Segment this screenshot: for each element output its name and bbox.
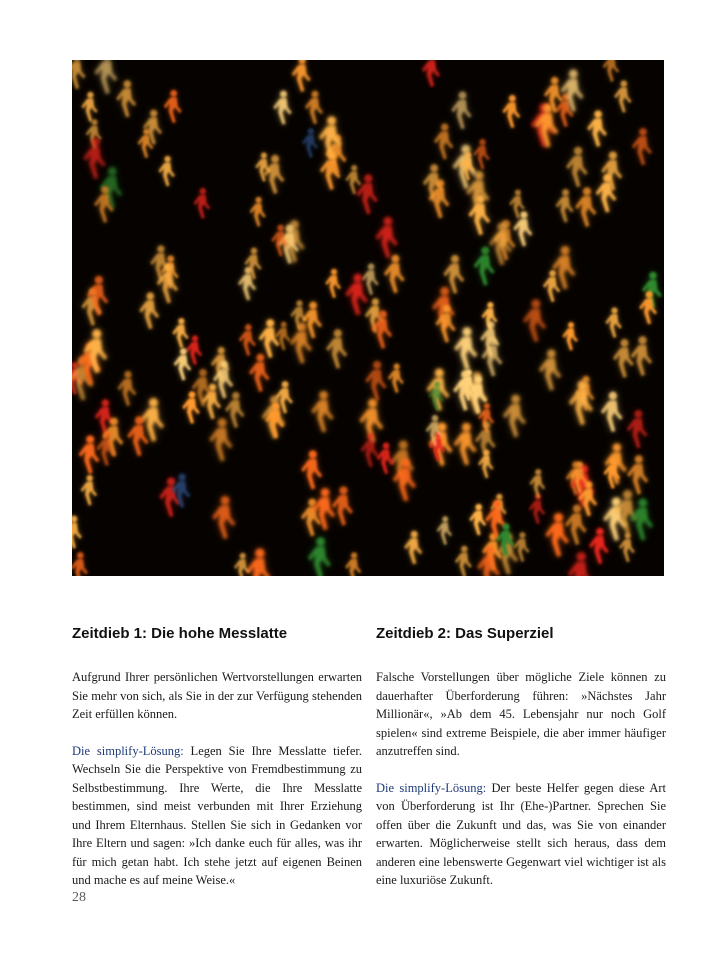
section-heading-zeitdieb-2: Zeitdieb 2: Das Superziel — [376, 625, 554, 642]
left-column — [72, 624, 362, 908]
intro-paragraph: Aufgrund Ihrer persönlichen Wertvorstellungen erwarten Sie mehr von sich, als Sie in der zur Verfügung stehenden Zeit erfüllen können. — [72, 670, 362, 721]
solution-text: Legen Sie Ihre Messlatte tiefer. Wechseln Sie die Perspektive von Fremdbestimmung zu Selbstbestimmung. Ihre Werte, die Ihre Messlatte bestimmen, sind meist verbunden mit Ihrer Erziehung und Ihrem Elternhaus. Stellen Sie sich in Gedanken vor Ihre Eltern und sagen: »Ich danke euch für alles, was ihr für mich getan habt. Ich stehe jetzt auf eigenen Beinen und mache es auf meine Weise.« — [72, 743, 362, 887]
walking-figures-photo — [72, 60, 664, 576]
intro-paragraph: Falsche Vorstellungen über mögliche Ziele können zu dauerhafter Überforderung führen: »Nächstes Jahr Millionär«, »Ab dem 45. Lebensjahr nur noch Golf spielen« sind extreme Beispiele, die aber immer häufiger anzutreffen sind. — [376, 670, 666, 758]
solution-paragraph — [72, 742, 362, 890]
section-heading-zeitdieb-1: Zeitdieb 1: Die hohe Messlatte — [72, 625, 288, 642]
right-column — [376, 624, 666, 908]
page-number: 28 — [72, 890, 86, 905]
solution-paragraph — [376, 779, 666, 890]
solution-label: Die simplify-Lösung: — [376, 780, 487, 795]
bokeh-figures-image — [72, 60, 664, 576]
solution-text: Der beste Helfer gegen diese Art von Überforderung ist Ihr (Ehe-)Partner. Sprechen Sie offen über die Zukunft und das, was Sie von einander erwarten. Möglicherweise stellt sich heraus, dass dem anderen eine lebenswerte Gegenwart viel wichtiger ist als eine luxuriöse Zukunft. — [376, 780, 666, 887]
solution-label: Die simplify-Lösung: — [72, 743, 184, 758]
